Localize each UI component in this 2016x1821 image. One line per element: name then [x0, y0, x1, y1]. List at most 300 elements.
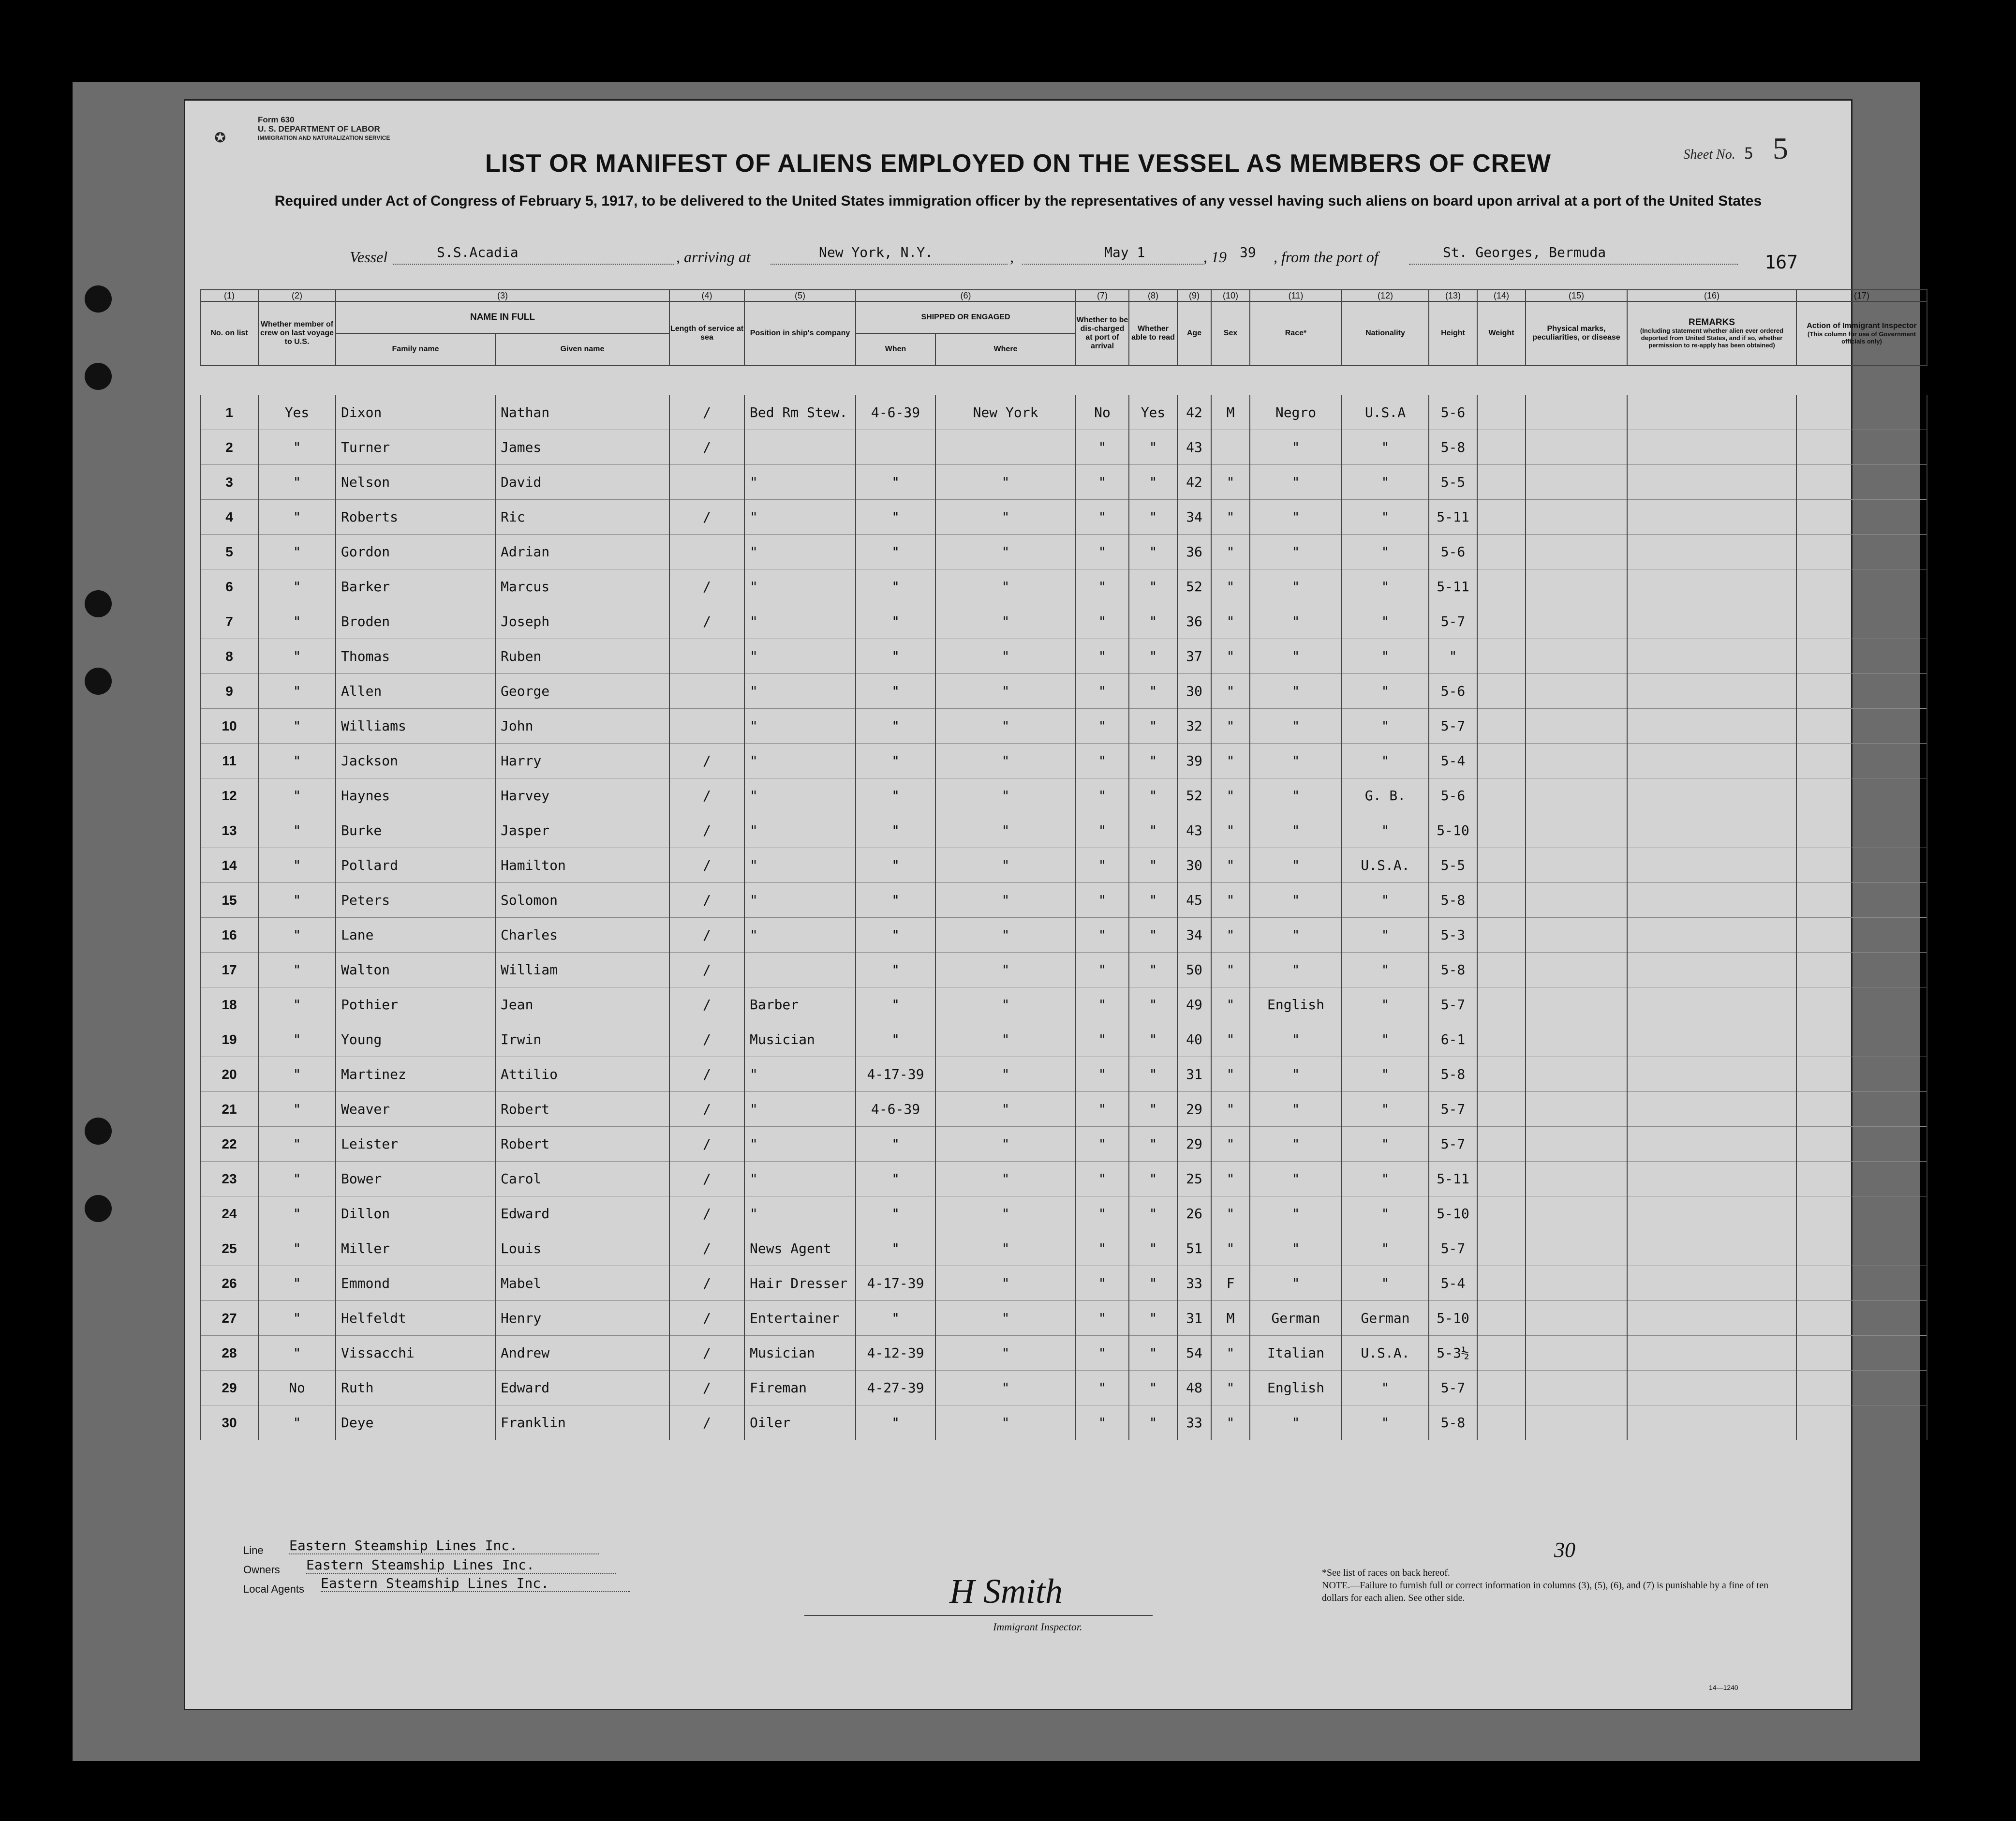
cell-position: Barber [744, 987, 856, 1022]
cell-remarks [1627, 709, 1796, 744]
cell-action [1796, 395, 1927, 430]
cell-age: 52 [1177, 778, 1211, 813]
cell-where: " [935, 1162, 1076, 1196]
cell-family: Roberts [336, 500, 495, 535]
table-row [200, 674, 1927, 709]
cell-sex: " [1211, 604, 1250, 639]
cell-marks [1526, 987, 1627, 1022]
binder-hole [85, 1195, 112, 1222]
cell-where: New York [935, 395, 1076, 430]
cell-no: 5 [200, 535, 258, 569]
cell-discharged: " [1076, 1231, 1129, 1266]
cell-height: 5-10 [1429, 1301, 1477, 1336]
cell-age: 43 [1177, 430, 1211, 465]
cell-position: " [744, 1196, 856, 1231]
cell-where: " [935, 813, 1076, 848]
col-num: (6) [856, 290, 1076, 301]
cell-position: " [744, 1057, 856, 1092]
cell-given: Harvey [495, 778, 669, 813]
cell-where: " [935, 639, 1076, 674]
cell-length: / [669, 918, 744, 953]
cell-when: " [856, 918, 935, 953]
cell-race: " [1250, 430, 1342, 465]
cell-discharged: " [1076, 1336, 1129, 1371]
cell-when: 4-12-39 [856, 1336, 935, 1371]
cell-where: " [935, 744, 1076, 778]
table-row [200, 395, 1927, 430]
cell-remarks [1627, 744, 1796, 778]
cell-length: / [669, 1371, 744, 1405]
cell-discharged: " [1076, 813, 1129, 848]
cell-no: 20 [200, 1057, 258, 1092]
cell-member: " [258, 639, 336, 674]
table-row [200, 1196, 1927, 1231]
cell-given: Franklin [495, 1405, 669, 1440]
header-family: Family name [336, 333, 495, 365]
cell-age: 42 [1177, 465, 1211, 500]
inspector-signature: H Smith [949, 1572, 1063, 1611]
cell-nationality: " [1342, 465, 1429, 500]
table-row [200, 604, 1927, 639]
sheet-handwritten: 5 [1773, 131, 1788, 165]
table-row [200, 709, 1927, 744]
cell-age: 45 [1177, 883, 1211, 918]
cell-length: / [669, 1092, 744, 1127]
cell-read: " [1129, 987, 1177, 1022]
cell-nationality: " [1342, 744, 1429, 778]
cell-marks [1526, 1162, 1627, 1196]
cell-age: 40 [1177, 1022, 1211, 1057]
cell-given: Edward [495, 1371, 669, 1405]
cell-marks [1526, 1196, 1627, 1231]
cell-weight [1477, 1231, 1526, 1266]
cell-action [1796, 1092, 1927, 1127]
cell-discharged: " [1076, 1371, 1129, 1405]
cell-remarks [1627, 1092, 1796, 1127]
cell-weight [1477, 709, 1526, 744]
cell-where: " [935, 987, 1076, 1022]
cell-action [1796, 535, 1927, 569]
cell-nationality: " [1342, 709, 1429, 744]
cell-discharged: " [1076, 848, 1129, 883]
cell-where: " [935, 1092, 1076, 1127]
cell-sex: " [1211, 1196, 1250, 1231]
cell-discharged: " [1076, 1266, 1129, 1301]
cell-marks [1526, 709, 1627, 744]
cell-member: " [258, 1231, 336, 1266]
cell-read: " [1129, 569, 1177, 604]
cell-remarks [1627, 1266, 1796, 1301]
cell-when: " [856, 744, 935, 778]
header-action [1796, 301, 1927, 365]
cell-when: " [856, 1127, 935, 1162]
table-row [200, 1371, 1927, 1405]
cell-marks [1526, 395, 1627, 430]
cell-marks [1526, 535, 1627, 569]
header-race: Race* [1250, 301, 1342, 365]
col-num: (4) [669, 290, 744, 301]
cell-no: 29 [200, 1371, 258, 1405]
cell-where: " [935, 1231, 1076, 1266]
cell-family: Ruth [336, 1371, 495, 1405]
cell-position: Fireman [744, 1371, 856, 1405]
cell-nationality: " [1342, 430, 1429, 465]
cell-given: Ric [495, 500, 669, 535]
cell-read: " [1129, 500, 1177, 535]
cell-read: " [1129, 465, 1177, 500]
cell-length: / [669, 1301, 744, 1336]
cell-height: 5-3 [1429, 918, 1477, 953]
cell-position: " [744, 604, 856, 639]
cell-discharged: " [1076, 1196, 1129, 1231]
cell-remarks [1627, 500, 1796, 535]
cell-age: 51 [1177, 1231, 1211, 1266]
cell-nationality: " [1342, 1057, 1429, 1092]
cell-when: 4-6-39 [856, 1092, 935, 1127]
cell-age: 52 [1177, 569, 1211, 604]
cell-discharged: " [1076, 1092, 1129, 1127]
header-marks: Physical marks, peculiarities, or disease [1526, 301, 1627, 365]
header-where: Where [935, 333, 1076, 365]
cell-discharged: " [1076, 1301, 1129, 1336]
cell-no: 6 [200, 569, 258, 604]
cell-family: Pothier [336, 987, 495, 1022]
cell-weight [1477, 1405, 1526, 1440]
sheet-value: 5 [1744, 144, 1753, 163]
cell-length: / [669, 813, 744, 848]
cell-when: " [856, 1405, 935, 1440]
cell-read: " [1129, 953, 1177, 987]
cell-action [1796, 1127, 1927, 1162]
cell-weight [1477, 395, 1526, 430]
cell-where: " [935, 604, 1076, 639]
binder-hole [85, 285, 112, 313]
cell-height: 5-7 [1429, 987, 1477, 1022]
cell-read: " [1129, 1266, 1177, 1301]
cell-position: News Agent [744, 1231, 856, 1266]
cell-discharged: " [1076, 500, 1129, 535]
cell-read: " [1129, 1022, 1177, 1057]
table-row [200, 1057, 1927, 1092]
cell-marks [1526, 639, 1627, 674]
cell-when: " [856, 1301, 935, 1336]
cell-given: George [495, 674, 669, 709]
cell-marks [1526, 430, 1627, 465]
cell-weight [1477, 1196, 1526, 1231]
cell-discharged: " [1076, 778, 1129, 813]
cell-family: Vissacchi [336, 1336, 495, 1371]
cell-weight [1477, 674, 1526, 709]
header-remarks-title: REMARKS [1688, 317, 1735, 328]
cell-race: " [1250, 1092, 1342, 1127]
cell-member: " [258, 1336, 336, 1371]
crew-rows [200, 365, 1927, 1440]
cell-height: 5-7 [1429, 709, 1477, 744]
cell-no: 9 [200, 674, 258, 709]
cell-race: " [1250, 953, 1342, 987]
cell-sex: " [1211, 1022, 1250, 1057]
cell-where: " [935, 709, 1076, 744]
cell-nationality: German [1342, 1301, 1429, 1336]
table-row [200, 535, 1927, 569]
cell-no: 10 [200, 709, 258, 744]
cell-member: " [258, 1057, 336, 1092]
cell-read: " [1129, 1162, 1177, 1196]
cell-sex: " [1211, 813, 1250, 848]
header-member: Whether member of crew on last voyage to U.S. [258, 301, 336, 365]
cell-height: 5-6 [1429, 395, 1477, 430]
cell-discharged: " [1076, 639, 1129, 674]
binder-hole [85, 1118, 112, 1145]
table-row [200, 569, 1927, 604]
cell-height: 5-11 [1429, 500, 1477, 535]
cell-action [1796, 1196, 1927, 1231]
cell-discharged: No [1076, 395, 1129, 430]
cell-remarks [1627, 674, 1796, 709]
cell-length: / [669, 569, 744, 604]
cell-height: 5-11 [1429, 569, 1477, 604]
cell-height: 5-6 [1429, 674, 1477, 709]
penalty-note: NOTE.—Failure to furnish full or correct information in columns (3), (5), (6), and (7) is punishable by a fine of ten dollars for each alien. See other side. [1322, 1580, 1769, 1603]
arriving-label: , arriving at [676, 248, 751, 266]
cell-where: " [935, 1301, 1076, 1336]
cell-read: " [1129, 639, 1177, 674]
cell-discharged: " [1076, 1127, 1129, 1162]
arriving-port: New York, N.Y. [819, 244, 934, 260]
cell-sex: " [1211, 465, 1250, 500]
spacer-row [200, 365, 1927, 395]
cell-read: " [1129, 813, 1177, 848]
cell-where: " [935, 1336, 1076, 1371]
cell-action [1796, 813, 1927, 848]
cell-age: 34 [1177, 918, 1211, 953]
cell-action [1796, 987, 1927, 1022]
cell-family: Martinez [336, 1057, 495, 1092]
cell-height: 5-7 [1429, 1127, 1477, 1162]
cell-member: " [258, 1301, 336, 1336]
cell-race: " [1250, 813, 1342, 848]
col-num: (17) [1796, 290, 1927, 301]
cell-height: 5-8 [1429, 1057, 1477, 1092]
cell-weight [1477, 1092, 1526, 1127]
cell-length: / [669, 744, 744, 778]
header-given: Given name [495, 333, 669, 365]
cell-nationality: " [1342, 918, 1429, 953]
cell-length: / [669, 604, 744, 639]
cell-sex: " [1211, 1405, 1250, 1440]
cell-no: 30 [200, 1405, 258, 1440]
cell-given: Marcus [495, 569, 669, 604]
cell-remarks [1627, 639, 1796, 674]
cell-family: Allen [336, 674, 495, 709]
vessel-name: S.S.Acadia [437, 244, 519, 260]
cell-remarks [1627, 1336, 1796, 1371]
cell-age: 42 [1177, 395, 1211, 430]
cell-read: " [1129, 430, 1177, 465]
cell-age: 29 [1177, 1127, 1211, 1162]
cell-no: 25 [200, 1231, 258, 1266]
cell-given: James [495, 430, 669, 465]
cell-member: Yes [258, 395, 336, 430]
cell-age: 25 [1177, 1162, 1211, 1196]
cell-weight [1477, 535, 1526, 569]
cell-nationality: " [1342, 604, 1429, 639]
cell-read: " [1129, 674, 1177, 709]
vessel-label: Vessel [350, 248, 388, 266]
cell-length: / [669, 848, 744, 883]
cell-action [1796, 500, 1927, 535]
cell-length: / [669, 1057, 744, 1092]
cell-read: " [1129, 1405, 1177, 1440]
cell-when: " [856, 1231, 935, 1266]
cell-read: " [1129, 535, 1177, 569]
cell-discharged: " [1076, 430, 1129, 465]
cell-action [1796, 709, 1927, 744]
arrival-date: May 1 [1104, 244, 1145, 260]
cell-race: " [1250, 709, 1342, 744]
cell-no: 18 [200, 987, 258, 1022]
cell-nationality: " [1342, 1371, 1429, 1405]
cell-position: " [744, 535, 856, 569]
year-prefix: , 19 [1203, 248, 1227, 266]
cell-no: 4 [200, 500, 258, 535]
cell-member: " [258, 744, 336, 778]
cell-nationality: " [1342, 1092, 1429, 1127]
cell-read: " [1129, 744, 1177, 778]
cell-race: " [1250, 639, 1342, 674]
cell-where: " [935, 465, 1076, 500]
cell-where: " [935, 535, 1076, 569]
cell-member: " [258, 1092, 336, 1127]
cell-position: " [744, 744, 856, 778]
cell-age: 49 [1177, 987, 1211, 1022]
col-num: (11) [1250, 290, 1342, 301]
cell-race: English [1250, 987, 1342, 1022]
cell-race: " [1250, 604, 1342, 639]
cell-where: " [935, 1405, 1076, 1440]
cell-race: Italian [1250, 1336, 1342, 1371]
header-action-title: Action of Immigrant Inspector [1807, 322, 1917, 330]
cell-length: / [669, 1162, 744, 1196]
cell-when: " [856, 1022, 935, 1057]
manifest-page [184, 99, 1917, 1710]
cell-race: " [1250, 1127, 1342, 1162]
cell-action [1796, 1405, 1927, 1440]
cell-marks [1526, 813, 1627, 848]
cell-position: " [744, 569, 856, 604]
cell-when: " [856, 883, 935, 918]
cell-remarks [1627, 535, 1796, 569]
cell-height: 6-1 [1429, 1022, 1477, 1057]
cell-marks [1526, 569, 1627, 604]
print-code: 14—1240 [1709, 1684, 1738, 1691]
cell-weight [1477, 953, 1526, 987]
cell-length: / [669, 1405, 744, 1440]
footnote [1322, 1567, 1781, 1604]
cell-when: " [856, 987, 935, 1022]
cell-age: 26 [1177, 1196, 1211, 1231]
col-num: (12) [1342, 290, 1429, 301]
table-row [200, 778, 1927, 813]
cell-when: 4-27-39 [856, 1371, 935, 1405]
cell-nationality: " [1342, 674, 1429, 709]
cell-remarks [1627, 1371, 1796, 1405]
cell-sex: " [1211, 535, 1250, 569]
cell-read: " [1129, 1231, 1177, 1266]
cell-sex: " [1211, 1057, 1250, 1092]
table-row [200, 1301, 1927, 1336]
cell-sex [1211, 430, 1250, 465]
cell-length: / [669, 1127, 744, 1162]
cell-age: 39 [1177, 744, 1211, 778]
cell-sex: " [1211, 709, 1250, 744]
cell-no: 7 [200, 604, 258, 639]
cell-family: Broden [336, 604, 495, 639]
cell-height: 5-7 [1429, 1231, 1477, 1266]
cell-sex: " [1211, 500, 1250, 535]
cell-given: Jean [495, 987, 669, 1022]
cell-when [856, 430, 935, 465]
cell-action [1796, 569, 1927, 604]
table-row [200, 1231, 1927, 1266]
cell-where: " [935, 1057, 1076, 1092]
cell-nationality: U.S.A. [1342, 848, 1429, 883]
form-dept: U. S. DEPARTMENT OF LABOR [258, 124, 380, 134]
col-num: (10) [1211, 290, 1250, 301]
cell-action [1796, 430, 1927, 465]
cell-position: Musician [744, 1336, 856, 1371]
cell-when: " [856, 569, 935, 604]
cell-read: Yes [1129, 395, 1177, 430]
form-service: IMMIGRATION AND NATURALIZATION SERVICE [258, 134, 390, 141]
cell-where: " [935, 500, 1076, 535]
cell-length: / [669, 778, 744, 813]
cell-race: " [1250, 1266, 1342, 1301]
table-row [200, 744, 1927, 778]
cell-height: 5-8 [1429, 430, 1477, 465]
cell-no: 8 [200, 639, 258, 674]
cell-position: Oiler [744, 1405, 856, 1440]
cell-family: Pollard [336, 848, 495, 883]
cell-age: 48 [1177, 1371, 1211, 1405]
cell-marks [1526, 1057, 1627, 1092]
cell-action [1796, 1301, 1927, 1336]
cell-read: " [1129, 1196, 1177, 1231]
cell-length [669, 709, 744, 744]
cell-age: 30 [1177, 848, 1211, 883]
cell-nationality: " [1342, 883, 1429, 918]
cell-marks [1526, 918, 1627, 953]
cell-length: / [669, 987, 744, 1022]
header-weight: Weight [1477, 301, 1526, 365]
cell-read: " [1129, 1127, 1177, 1162]
cell-discharged: " [1076, 535, 1129, 569]
cell-family: Weaver [336, 1092, 495, 1127]
cell-length: / [669, 953, 744, 987]
cell-race: " [1250, 848, 1342, 883]
cell-member: " [258, 1127, 336, 1162]
cell-member: " [258, 430, 336, 465]
page-title: LIST OR MANIFEST OF ALIENS EMPLOYED ON THE VESSEL AS MEMBERS OF CREW [485, 149, 1551, 178]
cell-read: " [1129, 1301, 1177, 1336]
col-num: (14) [1477, 290, 1526, 301]
cell-no: 22 [200, 1127, 258, 1162]
cell-weight [1477, 744, 1526, 778]
table-row [200, 1405, 1927, 1440]
cell-marks [1526, 744, 1627, 778]
cell-member: " [258, 465, 336, 500]
cell-age: 54 [1177, 1336, 1211, 1371]
